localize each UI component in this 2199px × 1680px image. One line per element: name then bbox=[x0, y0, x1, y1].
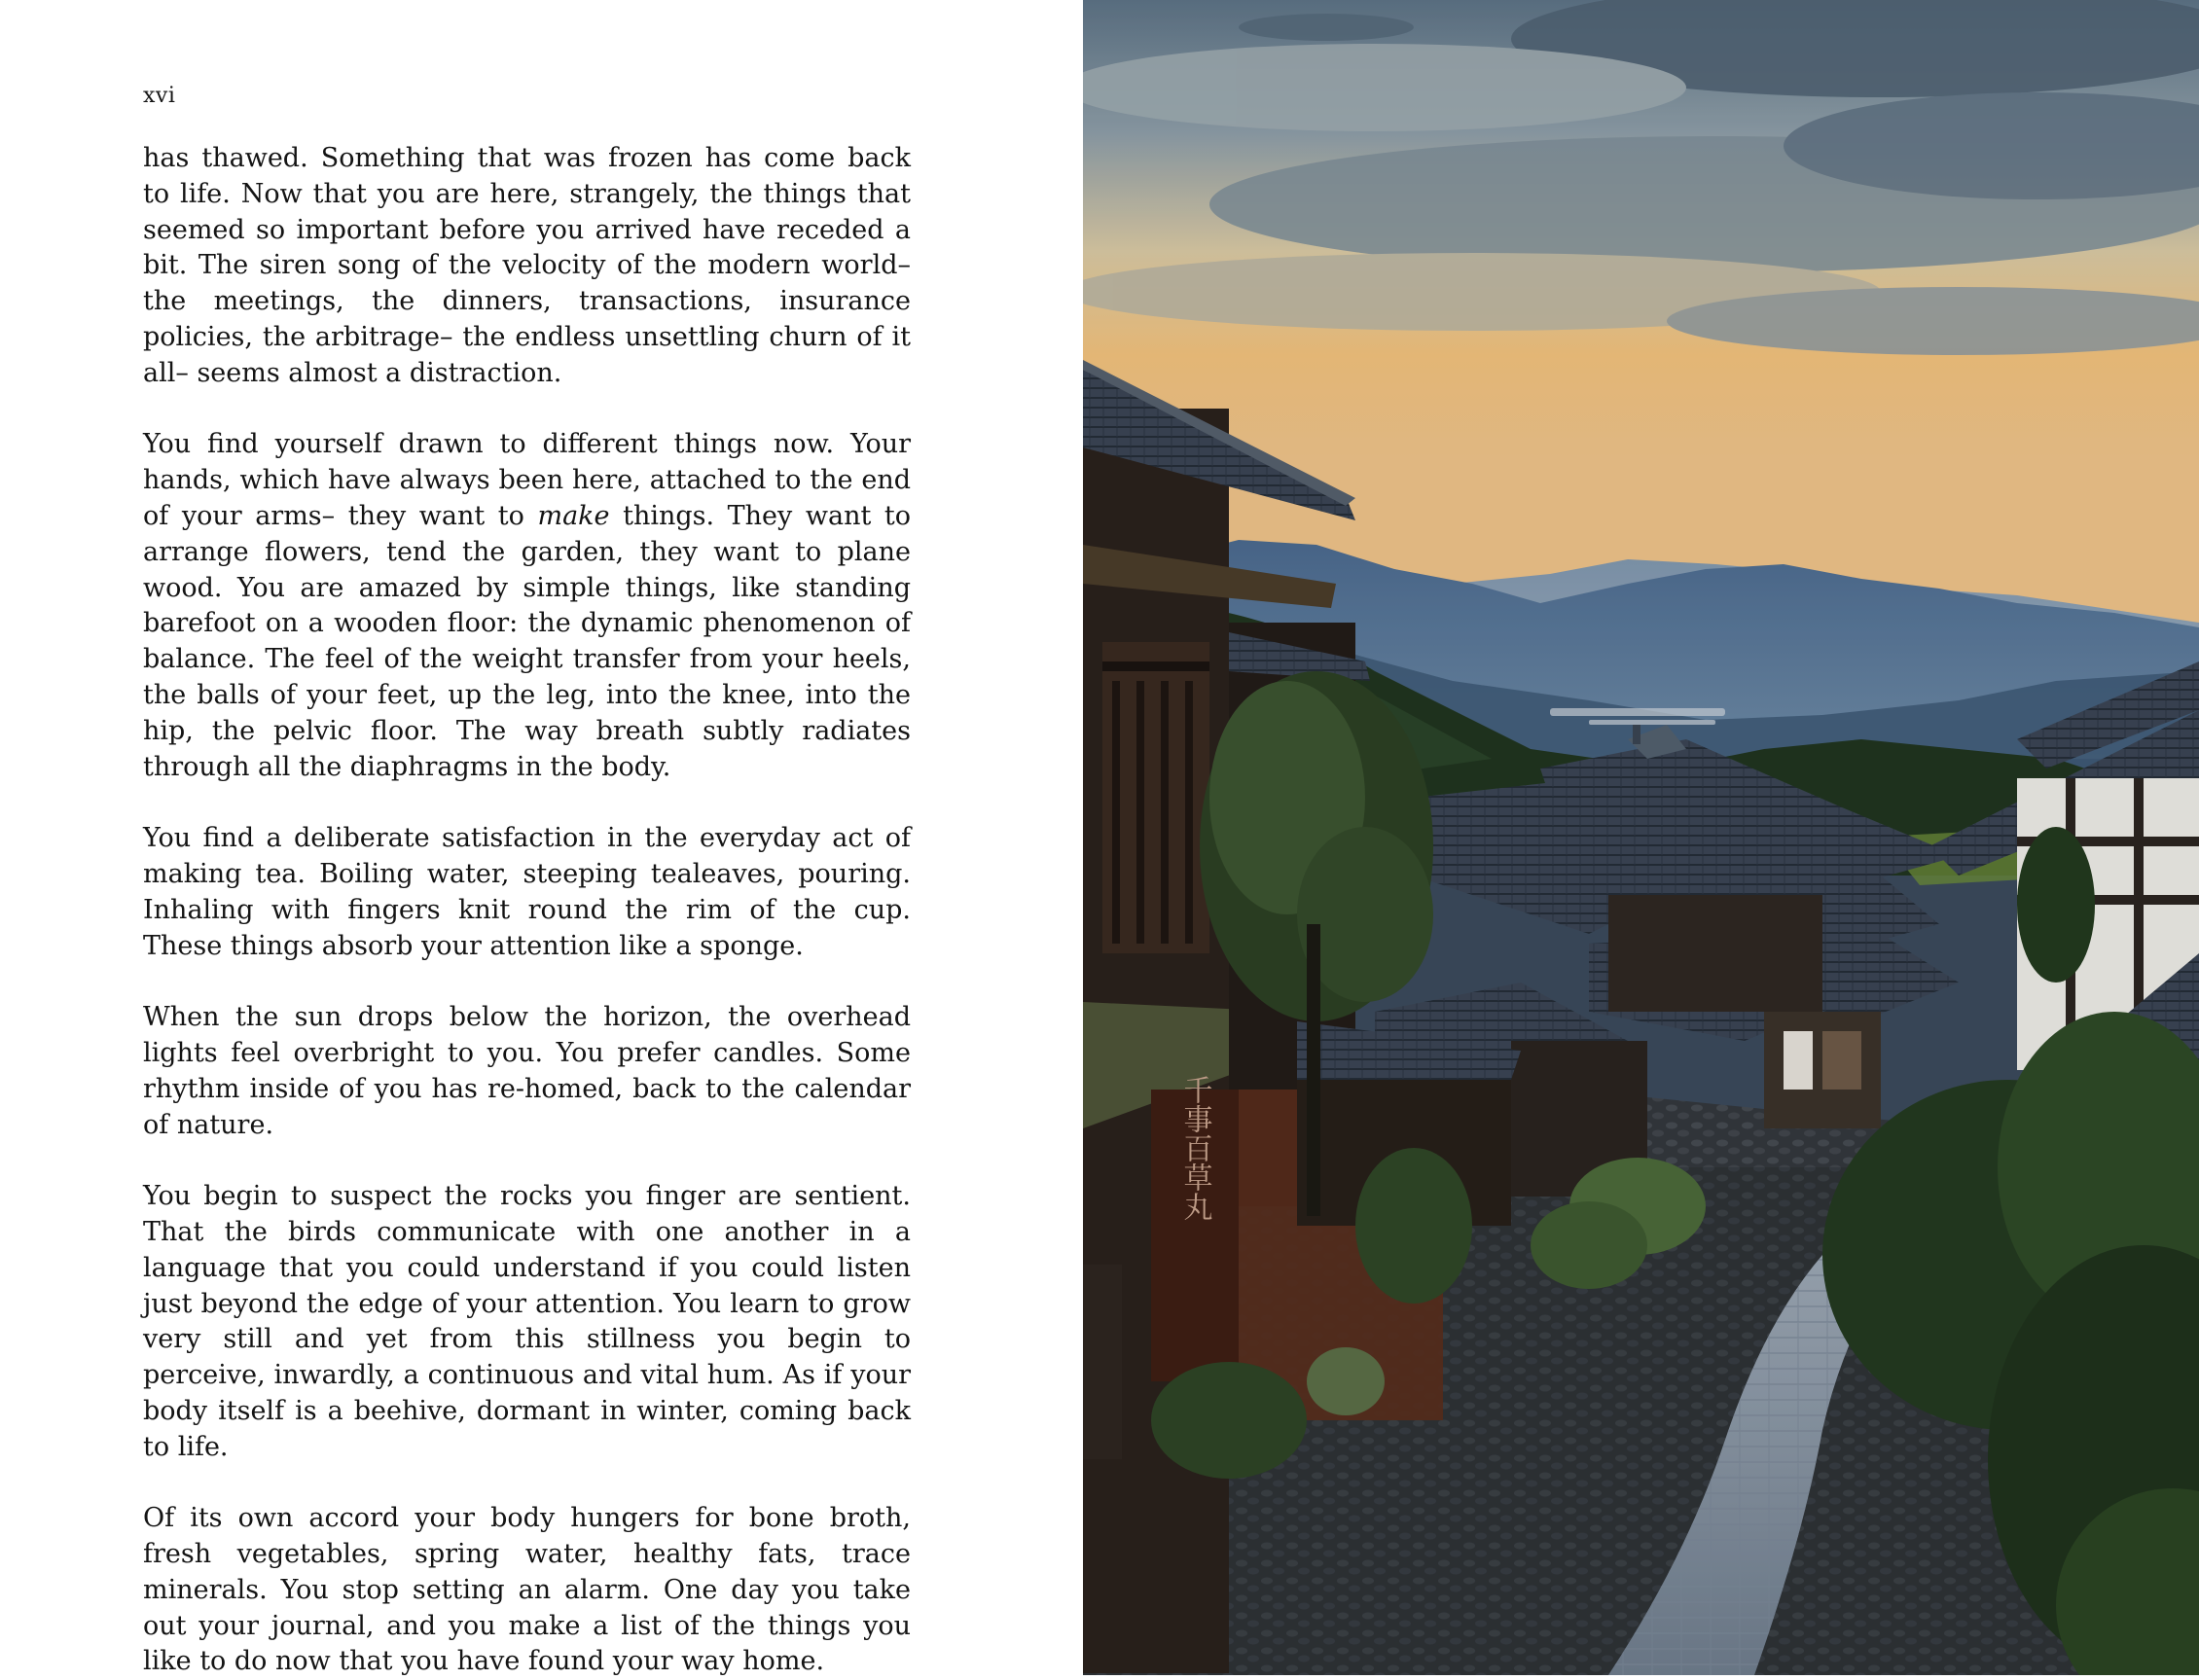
village-street-photo bbox=[1083, 0, 2199, 1675]
paragraph-6: Of its own accord your body hungers for bone broth, fresh vegetables, spring water, healthy fats, trace minerals. You stop setting an alarm. One day you take out your journal, and you make a list of the things you like to do now that you have found your way home. bbox=[143, 1503, 911, 1677]
paragraph-4: When the sun drops below the horizon, the overhead lights feel overbright to you. You prefer candles. Some rhythm inside of you has re-homed, back to the calendar of nature. bbox=[143, 1002, 911, 1140]
paragraph-2-start: You find yourself drawn to different things now. Your hands, which have always been here, attached to the end of your arms– they want to bbox=[143, 429, 911, 531]
text-page bbox=[0, 0, 1083, 1675]
sign-text: 千事百草丸 bbox=[1177, 1075, 1212, 1221]
paragraph-1: has thawed. Something that was frozen has come back to life. Now that you are here, strangely, the things that seemed so important before you arrived have receded a bit. The siren song of the velocity of the modern world– the meetings, the dinners, transactions, insurance policies, the arbitrage– the endless unsettling churn of it all– seems almost a distraction. bbox=[143, 143, 911, 388]
paragraph-5: You begin to suspect the rocks you finger are sentient. That the birds communicate with one another in a language that you could understand if you could listen just beyond the edge of your attention. You learn to grow very still and yet from this stillness you begin to perceive, inwardly, a continuous and vital hum. As if your body itself is a beehive, dormant in winter, coming back to life. bbox=[143, 1181, 911, 1462]
paragraph-3: You find a deliberate satisfaction in the everyday act of making tea. Boiling water, steeping tealeaves, pouring. Inhaling with fingers knit round the rim of the cup. These things absorb your attention like a sponge. bbox=[143, 823, 911, 961]
photo-illustration bbox=[1083, 0, 2199, 1675]
emphasis-make: make bbox=[537, 500, 610, 531]
page-number: xvi bbox=[143, 84, 176, 108]
body-text bbox=[143, 141, 911, 1680]
paragraph-2 bbox=[143, 427, 911, 785]
paragraph-2-end: things. They want to arrange flowers, tend the garden, they want to plane wood. You are amazed by simple things, like standing barefoot on a wooden floor: the dynamic phenomenon of balance. The feel of the weight transfer from your heels, the balls of your feet, up the leg, into the knee, into the hip, the pelvic floor. The way breath subtly radiates through all the diaphragms in the body. bbox=[143, 500, 911, 782]
